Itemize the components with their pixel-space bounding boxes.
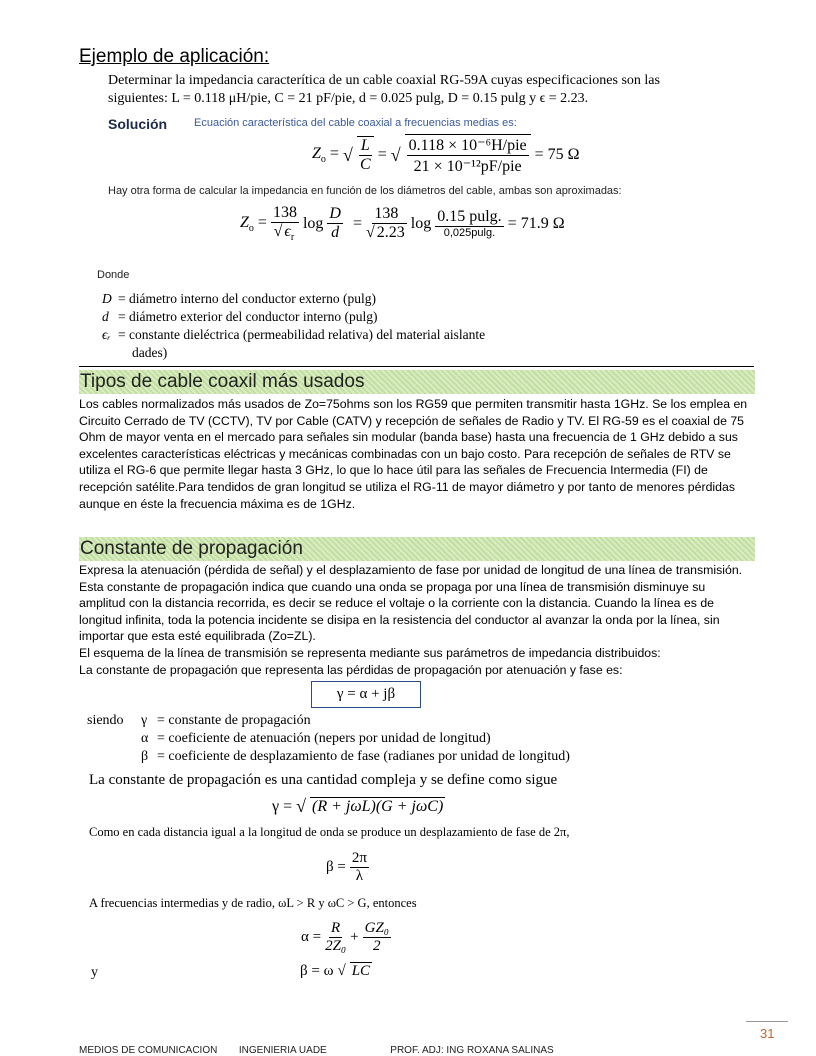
alpha-plus: + <box>350 929 359 945</box>
eq2-log: log <box>302 214 324 232</box>
eq2-coef2: 138 <box>374 205 399 223</box>
sqrt-icon: √ <box>296 796 306 816</box>
constante-body <box>79 562 755 678</box>
footer-mid: INGENIERIA UADE <box>238 1045 327 1056</box>
definition-row <box>102 290 485 308</box>
sqrt-icon: √ <box>390 144 401 165</box>
footer-left: MEDIOS DE COMUNICACIÓN <box>79 1045 218 1056</box>
section-title-constante: Constante de propagación <box>80 538 303 559</box>
alt-text: Hay otra forma de calcular la impedancia en función de los diámetros del cable, ambas son aproximadas: <box>108 185 622 197</box>
def-symbol: d <box>102 309 109 324</box>
alpha-d1: 2Z₀ <box>325 938 347 954</box>
gamma-radicand: (R + jωL)(G + jωC) <box>311 798 444 815</box>
constante-paragraph-3: La constante de propagación que representa las pérdidas de propagación por atenuación y fase es: <box>79 662 623 677</box>
solution-intro: Ecuación característica del cable coaxial a frecuencias medias es: <box>194 117 517 129</box>
definition-row <box>102 308 485 326</box>
eq2-coef-frac: $\frac{138}{√ \epsilon_r}$ <box>272 204 297 244</box>
sqrt-icon: √ <box>337 962 346 979</box>
eq2-eps-sub: r <box>290 232 295 244</box>
alpha-frac-2 <box>363 920 391 955</box>
beta2-lhs: β = ω <box>300 962 334 979</box>
eq1-sqrt-frac <box>357 136 374 174</box>
complex-text: La constante de propagación es una cantidad compleja y se define como sigue <box>89 772 558 788</box>
alpha-d2: 2 <box>373 938 381 954</box>
page-number: 31 <box>760 1026 775 1041</box>
def-symbol: ϵᵣ <box>102 327 111 342</box>
eq2-d: d <box>331 224 340 242</box>
beta2-radicand: LC <box>351 963 371 979</box>
beta-num: 2π <box>351 850 367 866</box>
section-header-tipos <box>79 370 755 394</box>
def-symbol: D <box>102 291 112 306</box>
section-title-tipos: Tipos de cable coaxil más usados <box>80 371 365 392</box>
equation-zo-lc: $Z_o$ = √ $\frac{L}{C}$ = √ $\frac{\text{0.118 × 10⁻⁶H/pie}}{\text{21 × 10⁻¹²pF/pie}}$ = 75 Ω <box>312 134 580 176</box>
footer <box>79 1045 554 1056</box>
solution-label: Solución <box>108 116 168 132</box>
siendo-symbol: γ <box>141 713 148 728</box>
eq2-num2: 0.15 pulg. <box>437 208 502 226</box>
eq2-coef2-frac: $\frac{138}{√ 2.23}$ <box>365 205 405 242</box>
eq2-den2: 0,025pulg. <box>443 227 496 240</box>
alpha-lhs: α = <box>301 929 322 945</box>
wavelength-text: Como en cada distancia igual a la longitud de onda se produce un desplazamiento de fase de 2π, <box>89 825 570 839</box>
siendo-row <box>87 712 570 730</box>
eq1-rad-den: C <box>359 156 371 173</box>
eq1-sub: o <box>320 154 326 166</box>
constante-paragraph-1: Expresa la atenuación (pérdida de señal) y el desplazamiento de fase por unidad de longitud de una línea de transmisión. Esta constante de propagación indica que cuando una onda se propaga por una línea de transmisión disminuye su amplitud con la distancia recorrida, es decir se reduce el voltaje o la corriente con la distancia. Cuando la línea es de longitud infinita, toda la potencia incidente se disipa en la resistencia del conductor al avanzar la onda por la línea, sin importar que esta esté equilibrada (Zo=ZL). <box>79 563 743 644</box>
siendo-row <box>87 730 570 748</box>
equation-zo-log: $Z_o$ = $\frac{138}{√ \epsilon_r}$ log $\frac{D}{d}$ = $\frac{138}{√ 2.23}$ log $\frac{0.15 pulg.}{0,025pulg.}$ = 71.9 Ω <box>240 204 565 244</box>
definition-row <box>102 326 485 344</box>
eq2-lhs: Z <box>240 213 249 231</box>
definitions-list <box>102 290 485 362</box>
section-divider <box>79 366 754 367</box>
eq2-dd-frac <box>327 205 343 242</box>
siendo-text: = constante de propagación <box>157 713 311 728</box>
example-title: Ejemplo de aplicación: <box>79 46 270 67</box>
example-problem <box>108 72 758 108</box>
eq2-log-2: log <box>410 214 432 232</box>
def-tail: dades) <box>132 345 168 360</box>
footer-right: PROF. ADJ: ING ROXANA SALINAS <box>390 1045 554 1056</box>
boxed-equation: γ = α + jβ <box>311 681 421 708</box>
eq2-eps: ϵ <box>284 223 291 240</box>
problem-line-1: Determinar la impedancia caracterítica de un cable coaxial RG-59A cuyas especificaciones son las <box>108 73 660 88</box>
eq1-lhs: Z <box>312 144 321 162</box>
alpha-n1: R <box>331 920 341 936</box>
eq1-num: 0.118 × 10⁻⁶H/pie <box>408 137 527 154</box>
beta-lhs: β = <box>326 859 346 875</box>
beta-frac <box>350 850 369 885</box>
eq1-rad-num: L <box>360 137 370 154</box>
eq1-value-frac <box>405 134 531 176</box>
eq2-sqrt-val: 2.23 <box>376 224 405 242</box>
sqrt-icon: √ <box>342 144 353 165</box>
equation-beta-lc <box>300 962 372 980</box>
siendo-label: siendo <box>87 713 124 728</box>
page-number-rule <box>746 1021 788 1022</box>
eq2-sub: o <box>248 222 254 234</box>
gamma-lhs: γ = <box>272 797 293 815</box>
equation-beta <box>326 850 369 885</box>
eq1-den: 21 × 10⁻¹²pF/pie <box>413 158 522 175</box>
siendo-text: = coeficiente de atenuación (nepers por unidad de longitud) <box>157 731 491 746</box>
eq2-value-frac <box>435 208 503 239</box>
donde-label: Donde <box>97 269 130 281</box>
y-label: y <box>91 965 98 980</box>
eq2-result: = 71.9 Ω <box>507 214 565 232</box>
alpha-n2: GZ₀ <box>364 920 389 936</box>
siendo-symbol: α <box>141 731 149 746</box>
def-text: = diámetro interno del conductor externo (pulg) <box>118 291 377 306</box>
siendo-text: = coeficiente de desplazamiento de fase (radianes por unidad de longitud) <box>157 749 570 764</box>
beta-den: λ <box>355 868 364 884</box>
eq2-coef: 138 <box>272 204 297 221</box>
alpha-frac-1 <box>325 920 346 955</box>
freq-text: A frecuencias intermedias y de radio, ωL > R y ωC > G, entonces <box>89 896 417 910</box>
def-text: = constante dieléctrica (permeabilidad relativa) del material aislante <box>118 327 486 342</box>
constante-paragraph-2: El esquema de la línea de transmisión se representa mediante sus parámetros de impedancia distribuidos: <box>79 645 661 660</box>
problem-line-2: siguientes: L = 0.118 μH/pie, C = 21 pF/pie, d = 0.025 pulg, D = 0.15 pulg y ϵ = 2.23. <box>108 91 589 106</box>
eq2-D: D <box>329 205 341 223</box>
equation-alpha <box>301 920 391 955</box>
siendo-block <box>87 712 570 766</box>
siendo-row <box>87 748 570 766</box>
def-text: = diámetro exterior del conductor interno (pulg) <box>118 309 378 324</box>
siendo-symbol: β <box>141 749 149 764</box>
tipos-paragraph: Los cables normalizados más usados de Zo=75ohms son los RG59 que permiten transmitir hasta 1GHz. Se los emplea en Circuito Cerrado de TV (CCTV), TV por Cable (CATV) y recepción de señales de Radio y TV. El RG-59 es el coaxial de 75 Ohm de mayor venta en el mercado para señales sin modular (banda base) hasta una frecuencia de 1 GHz debido a sus excelentes características eléctricas y mecánicas combinadas con un bajo costo. Para recepción de señales de RTV se utiliza el RG-6 que permite llegar hasta 3 GHz, lo que lo hace útil para las señales de Frecuencia Intermedia (FI) de recepción satélite.Para tendidos de gran longitud se utiliza el RG-11 de mayor diámetro y por tanto de menores pérdidas aunque en éste la frecuencia máxima es de 1GHz. <box>79 397 748 511</box>
eq1-result: = 75 Ω <box>534 146 580 163</box>
equation-gamma <box>272 796 445 817</box>
tipos-body <box>79 396 755 512</box>
section-header-constante <box>79 537 755 561</box>
